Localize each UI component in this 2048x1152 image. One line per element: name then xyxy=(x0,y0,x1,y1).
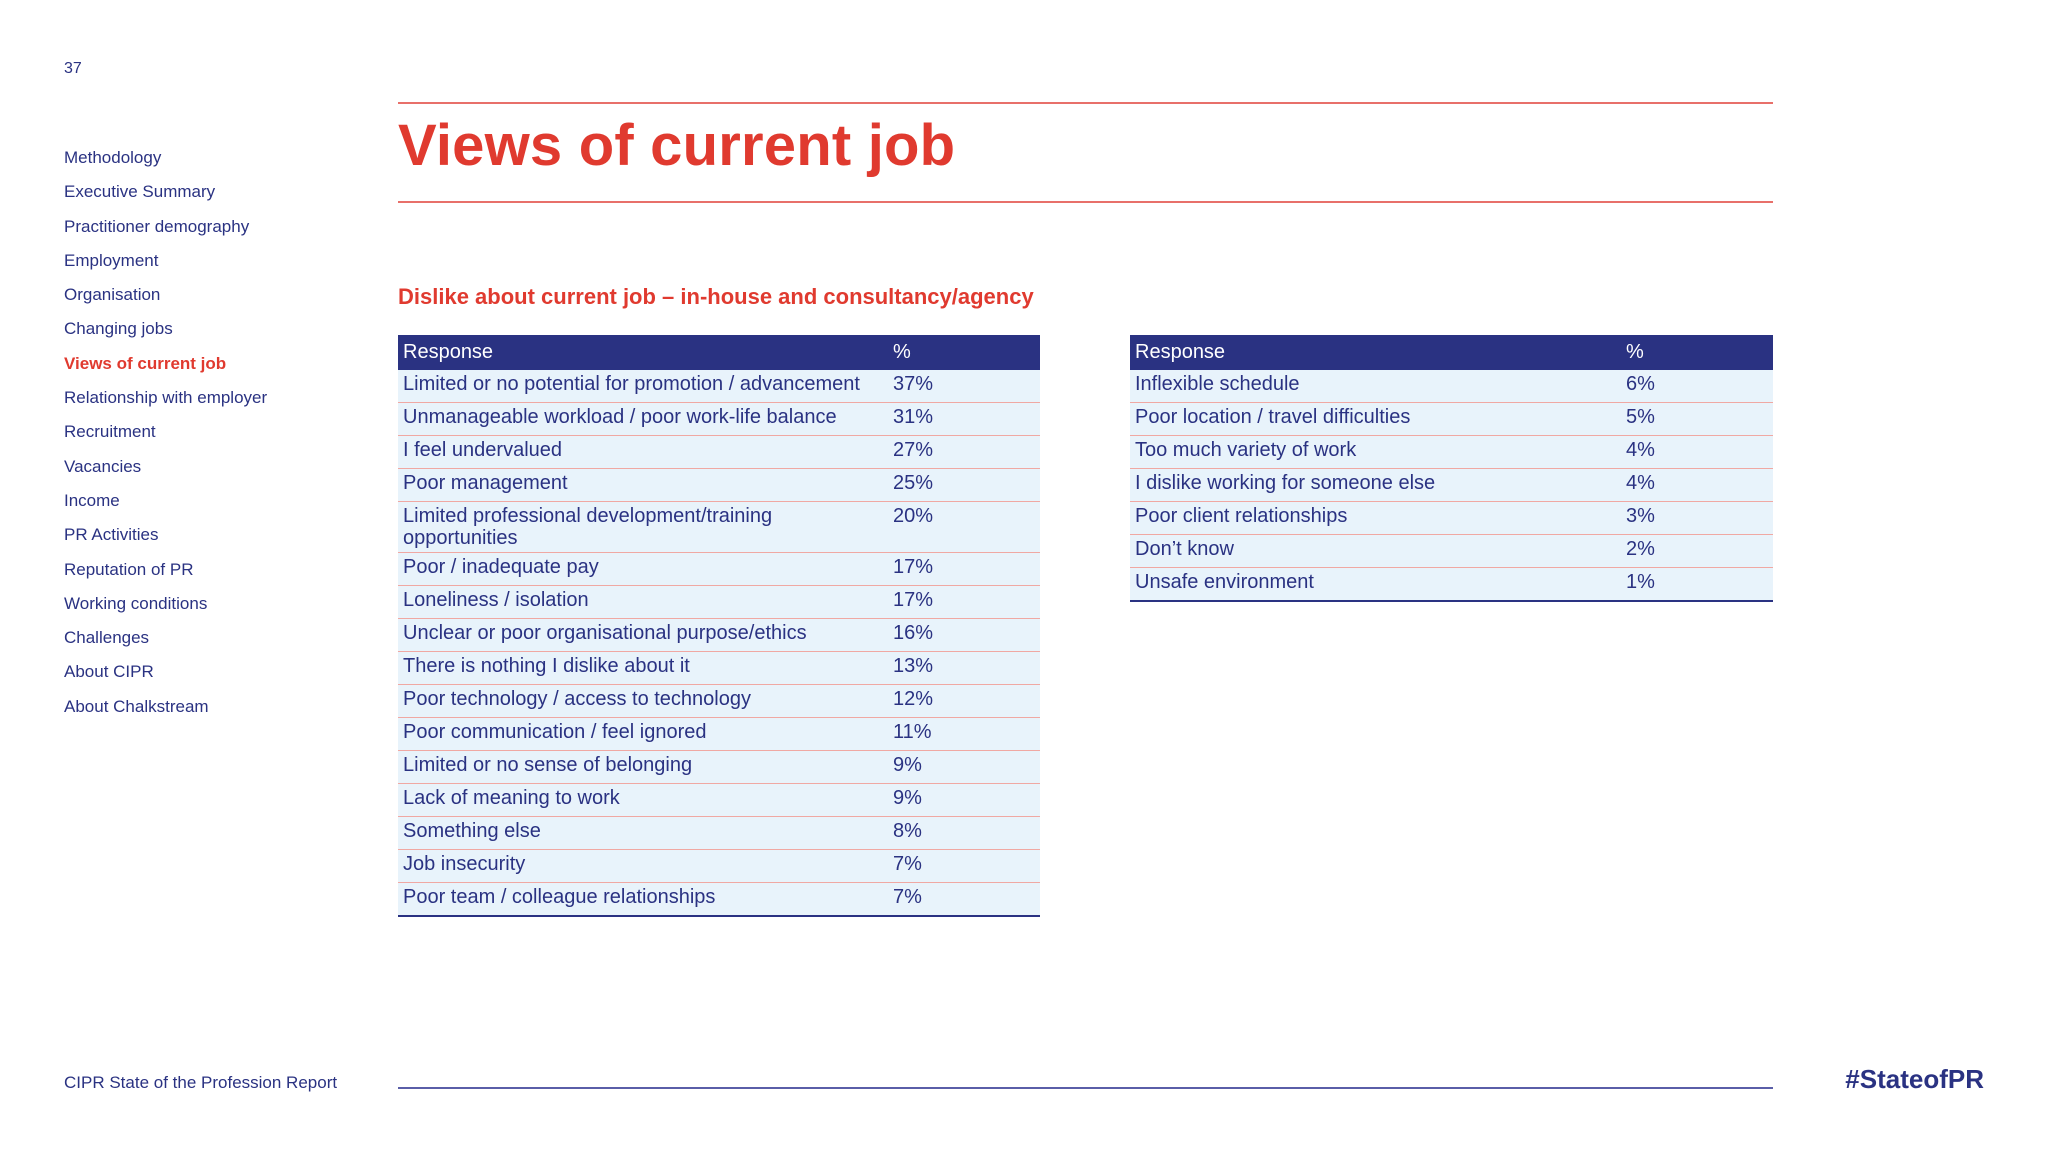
table-header-row xyxy=(398,335,1040,370)
percent-cell: 25% xyxy=(888,469,1040,502)
response-cell: Lack of meaning to work xyxy=(398,784,888,817)
percent-cell: 7% xyxy=(888,883,1040,917)
percent-cell: 2% xyxy=(1621,535,1773,568)
table-row xyxy=(398,403,1040,436)
table-row xyxy=(398,502,1040,553)
percent-cell: 1% xyxy=(1621,568,1773,602)
sidebar-item-challenges[interactable]: Challenges xyxy=(64,628,150,648)
percent-cell: 37% xyxy=(888,370,1040,403)
table-row xyxy=(398,817,1040,850)
percent-cell: 8% xyxy=(888,817,1040,850)
response-cell: Poor / inadequate pay xyxy=(398,553,888,586)
table-row xyxy=(398,751,1040,784)
sidebar-item-pr-activities[interactable]: PR Activities xyxy=(64,525,159,545)
sidebar-item-changing-jobs[interactable]: Changing jobs xyxy=(64,319,173,339)
column-header-percent: % xyxy=(888,335,1040,370)
sidebar-nav xyxy=(64,146,267,729)
table-row xyxy=(1130,535,1773,568)
page-number: 37 xyxy=(64,60,82,77)
table-row xyxy=(398,619,1040,652)
table-row xyxy=(398,652,1040,685)
sidebar-item-relationship-with-employer[interactable]: Relationship with employer xyxy=(64,388,268,408)
table-row xyxy=(1130,568,1773,602)
column-header-response: Response xyxy=(398,335,888,370)
page-title: Views of current job xyxy=(398,113,956,178)
table-row xyxy=(398,850,1040,883)
response-cell: Poor client relationships xyxy=(1130,502,1621,535)
footer-hashtag: #StateofPR xyxy=(1845,1064,1984,1094)
percent-cell: 4% xyxy=(1621,469,1773,502)
response-cell: Don’t know xyxy=(1130,535,1621,568)
column-header-percent: % xyxy=(1621,335,1773,370)
response-cell: Inflexible schedule xyxy=(1130,370,1621,403)
sidebar-item-reputation-of-pr[interactable]: Reputation of PR xyxy=(64,559,194,579)
sidebar-item-income[interactable]: Income xyxy=(64,490,120,510)
response-cell: Limited professional development/training opportunities xyxy=(398,502,888,553)
dislike-table-left xyxy=(398,335,1040,917)
sidebar-item-recruitment[interactable]: Recruitment xyxy=(64,422,156,442)
sidebar-item-vacancies[interactable]: Vacancies xyxy=(64,456,142,476)
table-row xyxy=(398,370,1040,403)
percent-cell: 7% xyxy=(888,850,1040,883)
sidebar-item-working-conditions[interactable]: Working conditions xyxy=(64,593,208,613)
table-row xyxy=(1130,436,1773,469)
response-cell: Too much variety of work xyxy=(1130,436,1621,469)
response-cell: Poor communication / feel ignored xyxy=(398,718,888,751)
sidebar-item-employment[interactable]: Employment xyxy=(64,250,159,270)
table-row xyxy=(1130,403,1773,436)
percent-cell: 12% xyxy=(888,685,1040,718)
table-header-row xyxy=(1130,335,1773,370)
percent-cell: 20% xyxy=(888,502,1040,553)
response-cell: Unsafe environment xyxy=(1130,568,1621,602)
table-row xyxy=(398,784,1040,817)
title-top-rule xyxy=(398,102,1773,104)
response-cell: I feel undervalued xyxy=(398,436,888,469)
table-row xyxy=(398,469,1040,502)
sidebar-item-methodology[interactable]: Methodology xyxy=(64,148,162,167)
percent-cell: 13% xyxy=(888,652,1040,685)
percent-cell: 11% xyxy=(888,718,1040,751)
percent-cell: 9% xyxy=(888,751,1040,784)
response-cell: Limited or no sense of belonging xyxy=(398,751,888,784)
table-row xyxy=(1130,469,1773,502)
title-bottom-rule xyxy=(398,201,1773,203)
sidebar-item-practitioner-demography[interactable]: Practitioner demography xyxy=(64,216,250,236)
dislike-table-right xyxy=(1130,335,1773,602)
percent-cell: 6% xyxy=(1621,370,1773,403)
percent-cell: 5% xyxy=(1621,403,1773,436)
response-cell: Limited or no potential for promotion / advancement xyxy=(398,370,888,403)
percent-cell: 17% xyxy=(888,586,1040,619)
footer-rule xyxy=(398,1087,1773,1089)
percent-cell: 3% xyxy=(1621,502,1773,535)
percent-cell: 9% xyxy=(888,784,1040,817)
response-cell: Loneliness / isolation xyxy=(398,586,888,619)
percent-cell: 27% xyxy=(888,436,1040,469)
sidebar-item-about-chalkstream[interactable]: About Chalkstream xyxy=(64,696,209,716)
response-cell: Something else xyxy=(398,817,888,850)
table-row xyxy=(398,586,1040,619)
sidebar-item-about-cipr[interactable]: About CIPR xyxy=(64,662,154,682)
response-cell: Unclear or poor organisational purpose/ethics xyxy=(398,619,888,652)
sidebar-item-organisation[interactable]: Organisation xyxy=(64,285,161,305)
response-cell: Poor team / colleague relationships xyxy=(398,883,888,917)
response-cell: Poor technology / access to technology xyxy=(398,685,888,718)
column-header-response: Response xyxy=(1130,335,1621,370)
table-row xyxy=(1130,370,1773,403)
table-row xyxy=(398,553,1040,586)
footer-report-name: CIPR State of the Profession Report xyxy=(64,1073,338,1092)
response-cell: Unmanageable workload / poor work-life balance xyxy=(398,403,888,436)
sidebar-item-views-of-current-job[interactable]: Views of current job xyxy=(64,353,227,373)
percent-cell: 4% xyxy=(1621,436,1773,469)
percent-cell: 17% xyxy=(888,553,1040,586)
table-row xyxy=(398,718,1040,751)
table-row xyxy=(1130,502,1773,535)
section-subtitle: Dislike about current job – in-house and consultancy/agency xyxy=(398,284,1034,309)
table-row xyxy=(398,685,1040,718)
percent-cell: 16% xyxy=(888,619,1040,652)
response-cell: Job insecurity xyxy=(398,850,888,883)
response-cell: Poor management xyxy=(398,469,888,502)
percent-cell: 31% xyxy=(888,403,1040,436)
table-row xyxy=(398,436,1040,469)
sidebar-item-executive-summary[interactable]: Executive Summary xyxy=(64,182,216,202)
response-cell: There is nothing I dislike about it xyxy=(398,652,888,685)
table-row xyxy=(398,883,1040,917)
response-cell: Poor location / travel difficulties xyxy=(1130,403,1621,436)
response-cell: I dislike working for someone else xyxy=(1130,469,1621,502)
